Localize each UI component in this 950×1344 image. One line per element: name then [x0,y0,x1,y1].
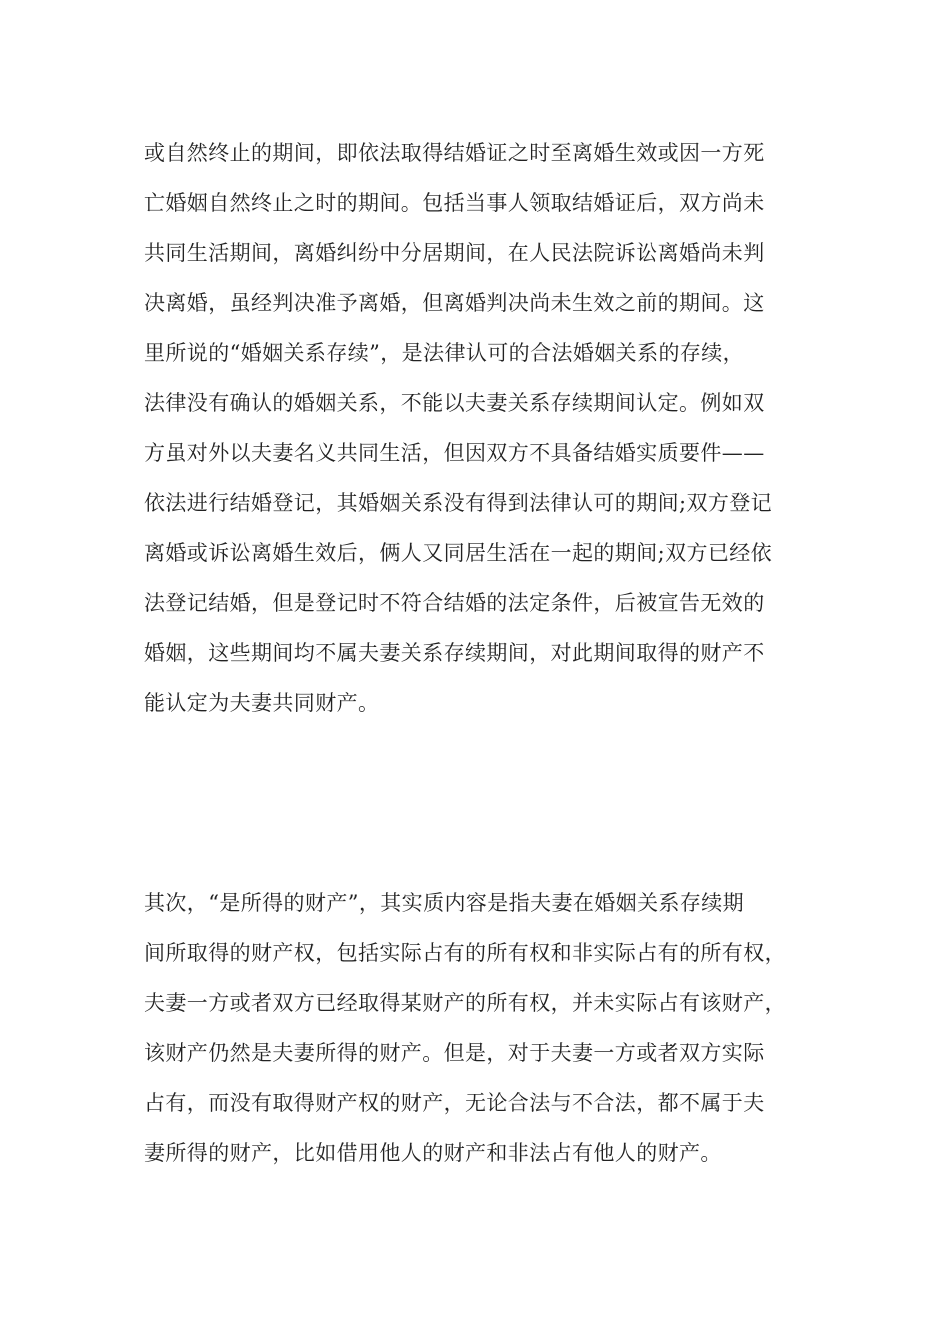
text-line: 法律没有确认的婚姻关系，不能以夫妻关系存续期间认定。例如双 [144,391,765,415]
text-line: 其次，“是所得的财产”，其实质内容是指夫妻在婚姻关系存续期 [144,891,745,915]
text-line: 决离婚，虽经判决准予离婚，但离婚判决尚未生效之前的期间。这 [144,291,765,315]
text-line: 方虽对外以夫妻名义共同生活，但因双方不具备结婚实质要件—— [144,441,765,465]
text-line: 间所取得的财产权，包括实际占有的所有权和非实际占有的所有权， [144,941,786,965]
paragraph-acquired-property [144,878,824,1178]
text-line: 夫妻一方或者双方已经取得某财产的所有权，并未实际占有该财产， [144,991,786,1015]
text-line: 婚姻，这些期间均不属夫妻关系存续期间，对此期间取得的财产不 [144,641,765,665]
text-line: 共同生活期间，离婚纠纷中分居期间，在人民法院诉讼离婚尚未判 [144,241,765,265]
text-line: 能认定为夫妻共同财产。 [144,691,380,715]
paragraph-marital-period [144,128,824,728]
text-line: 或自然终止的期间，即依法取得结婚证之时至离婚生效或因一方死 [144,141,765,165]
text-line: 依法进行结婚登记，其婚姻关系没有得到法律认可的期间;双方登记 [144,491,773,515]
text-line: 里所说的“婚姻关系存续”，是法律认可的合法婚姻关系的存续， [144,341,745,365]
text-line: 亡婚姻自然终止之时的期间。包括当事人领取结婚证后，双方尚未 [144,191,765,215]
text-line: 法登记结婚，但是登记时不符合结婚的法定条件，后被宣告无效的 [144,591,765,615]
text-line: 占有，而没有取得财产权的财产，无论合法与不合法，都不属于夫 [144,1091,765,1115]
text-line: 离婚或诉讼离婚生效后，俩人又同居生活在一起的期间;双方已经依 [144,541,773,565]
text-line: 妻所得的财产，比如借用他人的财产和非法占有他人的财产。 [144,1141,722,1165]
text-line: 该财产仍然是夫妻所得的财产。但是，对于夫妻一方或者双方实际 [144,1041,765,1065]
